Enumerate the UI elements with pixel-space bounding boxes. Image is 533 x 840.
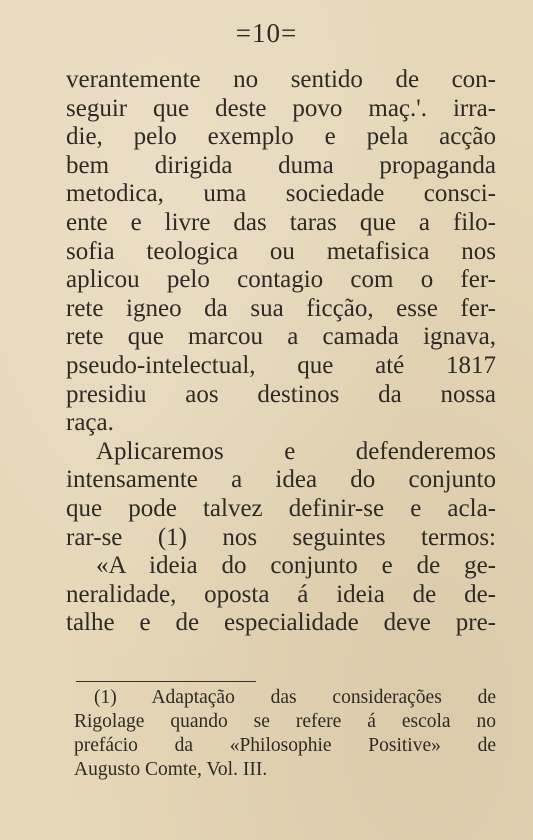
text-line: raça. [66,409,114,437]
text-line: verantemente no sentido de con- [66,66,496,93]
text-line: «A ideia do conjunto e de ge- [96,552,496,580]
text-line: die, pelo exemplo e pela acção [66,123,496,151]
text-line: rar-se (1) nos seguintes termos: [66,523,496,551]
footnote-line: prefácio da «Philosophie Positive» de [74,735,496,756]
text-line: que pode talvez definir-se e acla- [66,494,496,522]
text-line: sofia teologica ou metafisica nos [66,237,496,265]
text-line: neralidade, oposta á ideia de de- [66,580,496,608]
text-line: talhe e de especialidade deve pre- [66,609,496,637]
footnote-line: (1) Adaptação das considerações de [94,687,496,708]
footnote-line: Rigolage quando se refere á escola no [74,711,496,732]
text-line: seguir que deste povo maç.'. irra- [66,94,496,122]
text-line: Aplicaremos e defenderemos [96,437,496,465]
text-line: presidiu aos destinos da nossa [66,380,496,408]
text-line: bem dirigida duma propaganda [66,151,496,179]
footnote-line: Augusto Comte, Vol. III. [74,759,268,780]
text-line: metodica, uma sociedade consci- [66,180,496,208]
text-line: pseudo-intelectual, que até 1817 [66,351,496,379]
text-line: ente e livre das taras que a filo- [66,208,496,236]
text-line: intensamente a idea do conjunto [66,466,496,494]
text-line: aplicou pelo contagio com o fer- [66,266,496,294]
text-line: rete que marcou a camada ignava, [66,323,496,351]
footnote [74,686,496,782]
page-number: =10= [235,18,298,48]
text-line: rete igneo da sua ficção, esse fer- [66,294,496,322]
footnote-rule [76,681,256,682]
body-text [66,66,496,638]
